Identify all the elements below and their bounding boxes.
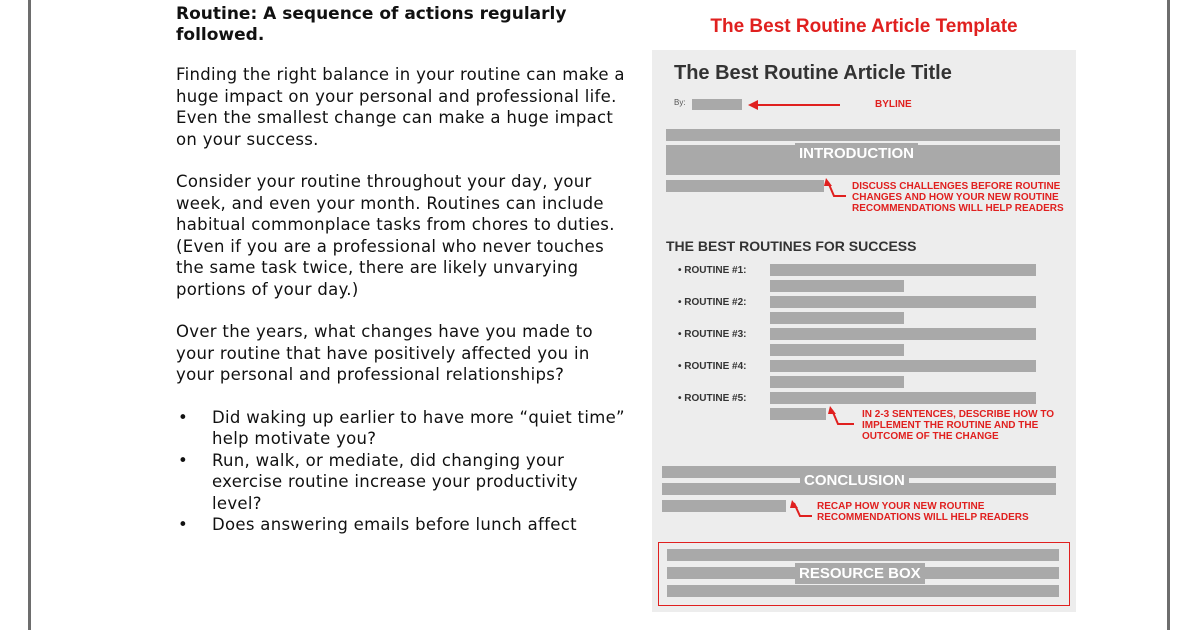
routine-label: • ROUTINE #4: (678, 361, 747, 372)
conclusion-label: CONCLUSION (800, 470, 909, 491)
text-bar (666, 163, 1060, 175)
conclusion-note: RECAP HOW YOUR NEW ROUTINE RECOMMENDATIONS WILL HELP READERS (817, 501, 1029, 523)
text-bar (666, 180, 824, 192)
template-card (652, 50, 1076, 612)
byline-bar (692, 99, 742, 110)
by-label: By: (674, 98, 686, 107)
text-bar (770, 312, 904, 324)
list-item (176, 407, 626, 450)
byline-note: BYLINE (875, 99, 912, 110)
definition: Routine: A sequence of actions regularly followed. (176, 4, 567, 45)
text-bar (770, 392, 1036, 404)
question-list (176, 407, 626, 536)
resource-box (658, 542, 1070, 606)
article-text (176, 4, 626, 536)
text-bar (662, 500, 786, 512)
paragraph-2: Consider your routine throughout your day, your week, and even your month. Routines can include habitual commonplace tasks from chores to duties. (Even if you are a professional who never touches the same task twice, there are likely unvarying portions of your day.) (176, 172, 615, 299)
card-title: The Best Routine Article Title (674, 62, 952, 84)
routine-label: • ROUTINE #5: (678, 393, 747, 404)
introduction-label: INTRODUCTION (795, 143, 918, 164)
list-item-text: Run, walk, or mediate, did changing your exercise routine increase your productivity level? (212, 450, 578, 513)
bullet-icon: • (178, 515, 189, 534)
routine-label: • ROUTINE #1: (678, 265, 747, 276)
text-bar (667, 549, 1059, 561)
text-bar (667, 585, 1059, 597)
routine-label: • ROUTINE #2: (678, 297, 747, 308)
arrow-icon (790, 500, 814, 520)
arrow-icon (828, 406, 856, 428)
routine-label: • ROUTINE #3: (678, 329, 747, 340)
routines-subhead: THE BEST ROUTINES FOR SUCCESS (666, 238, 917, 254)
page-frame-right (1167, 0, 1170, 630)
text-bar (770, 296, 1036, 308)
arrow-icon (824, 178, 848, 200)
text-bar (770, 360, 1036, 372)
text-bar (666, 129, 1060, 141)
text-bar (770, 280, 904, 292)
bullet-icon: • (178, 450, 189, 470)
routine-note: IN 2-3 SENTENCES, DESCRIBE HOW TO IMPLEMENT THE ROUTINE AND THE OUTCOME OF THE CHANGE (862, 409, 1055, 442)
text-bar (770, 408, 826, 420)
text-bar (770, 328, 1036, 340)
list-item-text: Did waking up earlier to have more “quiet time” help motivate you? (212, 407, 625, 448)
paragraph-3: Over the years, what changes have you made to your routine that have positively affected you in your personal and professional relationships? (176, 322, 593, 384)
list-item (176, 514, 626, 536)
list-item (176, 450, 626, 515)
page-frame-left (28, 0, 31, 630)
list-item-text: Does answering emails before lunch affect (212, 515, 577, 534)
text-bar (770, 344, 904, 356)
paragraph-1: Finding the right balance in your routine can make a huge impact on your personal and professional life. Even the smallest change can make a huge impact on your success. (176, 65, 625, 149)
bullet-icon: • (178, 407, 189, 427)
intro-note: DISCUSS CHALLENGES BEFORE ROUTINE CHANGES AND HOW YOUR NEW ROUTINE RECOMMENDATIONS WILL HELP READERS (852, 181, 1064, 214)
text-bar (770, 264, 1036, 276)
template-heading: The Best Routine Article Template (710, 16, 1018, 37)
arrow-icon (748, 98, 848, 112)
resource-box-label: RESOURCE BOX (795, 563, 925, 584)
text-bar (770, 376, 904, 388)
